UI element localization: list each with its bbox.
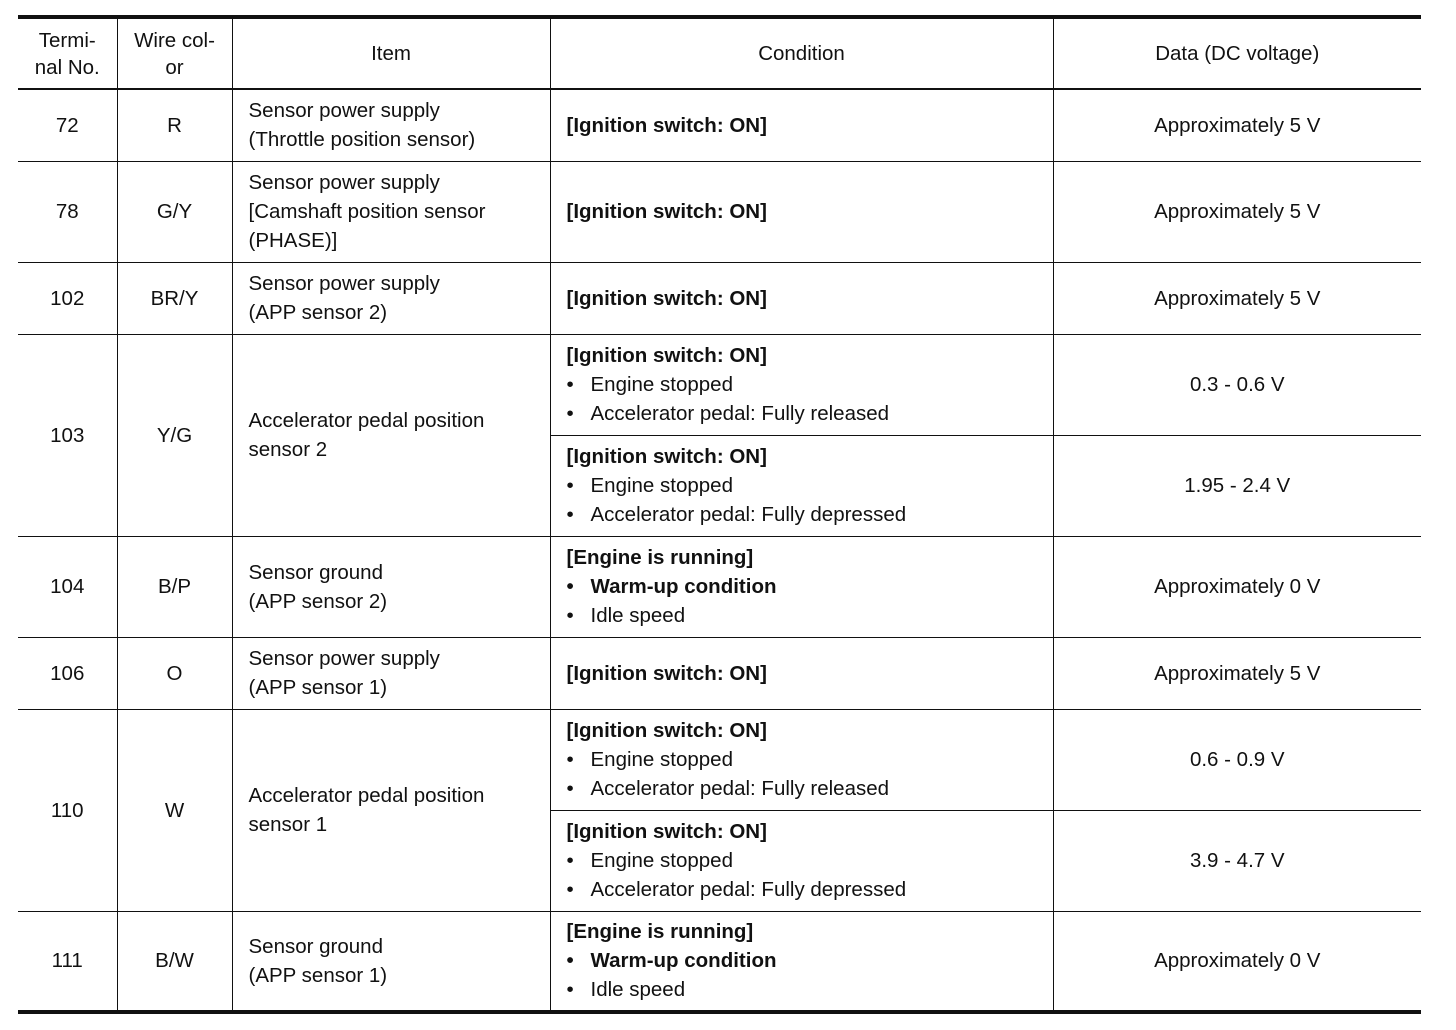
data-value: Approximately 5 V	[1053, 89, 1421, 161]
terminal-number: 106	[18, 637, 117, 709]
data-value: Approximately 0 V	[1053, 911, 1421, 1012]
bullet-dot-icon: •	[566, 849, 574, 872]
condition-bullet	[567, 975, 1053, 1004]
table-row	[18, 161, 1421, 262]
item-line: Sensor ground	[248, 560, 383, 584]
condition-cell	[550, 637, 1053, 709]
bullet-dot-icon: •	[566, 978, 574, 1002]
item-cell	[232, 334, 550, 536]
item-line: Sensor ground	[248, 934, 383, 958]
condition-bullet	[567, 500, 1053, 529]
data-value: Approximately 5 V	[1053, 262, 1421, 334]
wire-color: W	[117, 709, 232, 911]
terminal-spec-table	[18, 15, 1421, 1014]
item-line: (APP sensor 2)	[248, 589, 388, 613]
condition-bullet	[567, 471, 1053, 500]
item-cell	[232, 89, 550, 161]
item-line: Sensor power supply	[248, 647, 440, 670]
condition-heading: [Ignition switch: ON]	[566, 286, 767, 310]
data-value: 0.6 - 0.9 V	[1053, 709, 1421, 810]
wire-color: O	[117, 637, 232, 709]
bullet-text: Accelerator pedal: Fully depressed	[590, 503, 907, 526]
condition-cell	[550, 334, 1053, 435]
condition-heading: [Engine is running]	[566, 546, 754, 569]
wire-color: Y/G	[117, 334, 232, 536]
bullet-dot-icon: •	[566, 503, 574, 526]
terminal-number: 102	[18, 262, 117, 334]
item-line: sensor 1	[248, 813, 328, 836]
condition-bullet	[567, 875, 1053, 904]
header-item: Item	[232, 17, 550, 89]
bullet-dot-icon: •	[566, 474, 574, 497]
item-line: sensor 2	[248, 438, 328, 461]
bullet-dot-icon: •	[566, 575, 574, 598]
bullet-dot-icon: •	[566, 878, 574, 901]
header-row	[18, 17, 1421, 89]
terminal-number: 110	[18, 709, 117, 911]
item-line: (APP sensor 2)	[248, 301, 388, 324]
item-cell	[232, 911, 550, 1012]
header-terminal-line-1: Termi-	[38, 28, 96, 52]
item-cell	[232, 709, 550, 911]
wire-color: B/W	[117, 911, 232, 1012]
condition-heading: [Ignition switch: ON]	[566, 200, 767, 223]
item-cell	[232, 161, 550, 262]
bullet-text: Idle speed	[590, 604, 686, 627]
bullet-text: Engine stopped	[590, 373, 733, 396]
header-data: Data (DC voltage)	[1053, 17, 1421, 89]
terminal-number: 103	[18, 334, 117, 536]
item-line: Sensor power supply	[248, 99, 440, 123]
condition-cell	[550, 89, 1053, 161]
condition-cell	[550, 435, 1053, 536]
condition-cell	[550, 810, 1053, 911]
bullet-text: Accelerator pedal: Fully released	[590, 402, 890, 425]
data-value: 3.9 - 4.7 V	[1053, 810, 1421, 911]
bullet-text: Accelerator pedal: Fully released	[590, 777, 890, 800]
bullet-text: Idle speed	[590, 978, 686, 1002]
terminal-number: 111	[18, 911, 117, 1012]
bullet-text: Accelerator pedal: Fully depressed	[590, 878, 907, 901]
condition-cell	[550, 262, 1053, 334]
condition-cell	[550, 536, 1053, 637]
item-line: (PHASE)]	[248, 229, 338, 252]
condition-heading: [Engine is running]	[566, 920, 754, 944]
bullet-dot-icon: •	[566, 748, 574, 771]
table-row	[18, 536, 1421, 637]
table-row	[18, 637, 1421, 709]
wire-color: G/Y	[117, 161, 232, 262]
bullet-text: Warm-up condition	[590, 575, 777, 598]
terminal-number: 104	[18, 536, 117, 637]
wire-color: R	[117, 89, 232, 161]
table-row	[18, 89, 1421, 161]
condition-bullet	[567, 745, 1053, 774]
header-terminal	[18, 17, 117, 89]
wire-color: BR/Y	[117, 262, 232, 334]
data-value: Approximately 5 V	[1053, 161, 1421, 262]
table-row	[18, 709, 1421, 810]
condition-heading: [Ignition switch: ON]	[566, 719, 767, 742]
condition-bullet	[567, 601, 1053, 630]
data-value: 1.95 - 2.4 V	[1053, 435, 1421, 536]
condition-bullet	[567, 946, 1053, 975]
bullet-dot-icon: •	[566, 604, 574, 627]
condition-cell	[550, 911, 1053, 1012]
item-line: Sensor power supply	[248, 171, 440, 194]
header-wire-line-1: Wire col-	[134, 28, 215, 52]
item-cell	[232, 637, 550, 709]
header-condition: Condition	[550, 17, 1053, 89]
item-line: Accelerator pedal position	[248, 409, 485, 432]
condition-bullet	[567, 846, 1053, 875]
condition-cell	[550, 161, 1053, 262]
condition-bullet	[567, 399, 1053, 428]
condition-bullet	[567, 774, 1053, 803]
bullet-text: Engine stopped	[590, 849, 733, 872]
condition-bullet	[567, 370, 1053, 399]
condition-heading: [Ignition switch: ON]	[566, 344, 767, 367]
header-wire-color	[117, 17, 232, 89]
bullet-text: Warm-up condition	[590, 949, 777, 973]
bullet-dot-icon: •	[566, 949, 574, 973]
header-terminal-line-2: nal No.	[34, 55, 100, 79]
data-value: Approximately 5 V	[1053, 637, 1421, 709]
bullet-dot-icon: •	[566, 777, 574, 800]
data-value: Approximately 0 V	[1053, 536, 1421, 637]
terminal-number: 72	[18, 89, 117, 161]
condition-heading: [Ignition switch: ON]	[566, 661, 767, 685]
bullet-text: Engine stopped	[590, 474, 733, 497]
item-cell	[232, 262, 550, 334]
bullet-text: Engine stopped	[590, 748, 733, 771]
condition-cell	[550, 709, 1053, 810]
data-value: 0.3 - 0.6 V	[1053, 334, 1421, 435]
item-line: Sensor power supply	[248, 272, 440, 295]
bullet-dot-icon: •	[566, 402, 574, 425]
item-line: [Camshaft position sensor	[248, 200, 486, 223]
condition-heading: [Ignition switch: ON]	[566, 445, 767, 468]
table-row	[18, 334, 1421, 435]
item-cell	[232, 536, 550, 637]
item-line: (APP sensor 1)	[248, 676, 388, 699]
header-wire-line-2: or	[165, 55, 184, 79]
item-line: Accelerator pedal position	[248, 784, 485, 807]
condition-bullet	[567, 572, 1053, 601]
bullet-dot-icon: •	[566, 373, 574, 396]
item-line: (APP sensor 1)	[248, 963, 388, 987]
wire-color: B/P	[117, 536, 232, 637]
table-row	[18, 262, 1421, 334]
table-row	[18, 911, 1421, 1012]
condition-heading: [Ignition switch: ON]	[566, 113, 767, 137]
terminal-number: 78	[18, 161, 117, 262]
item-line: (Throttle position sensor)	[248, 128, 476, 152]
condition-heading: [Ignition switch: ON]	[566, 820, 767, 843]
